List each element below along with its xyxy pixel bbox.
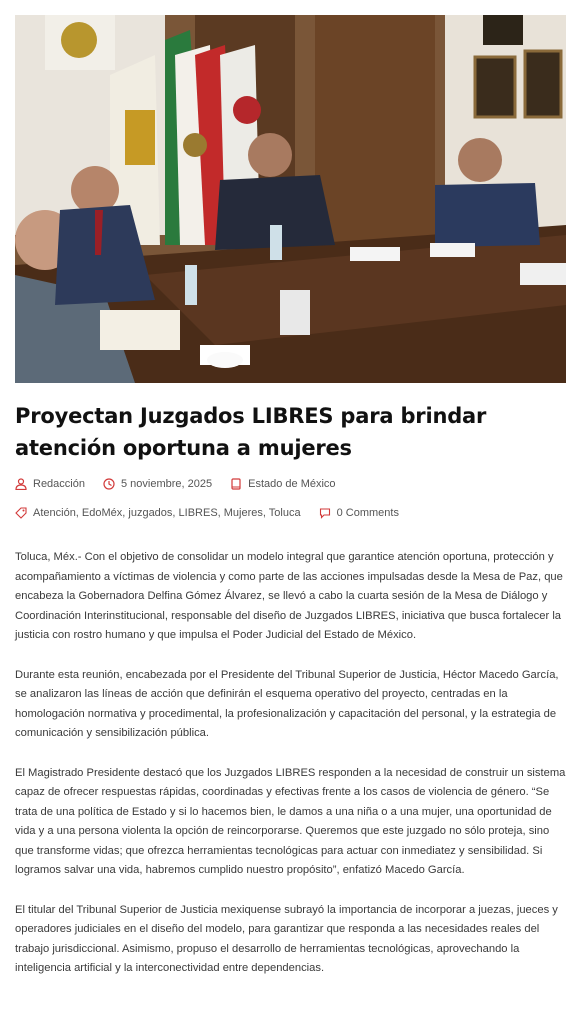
article-paragraph: Toluca, Méx.- Con el objetivo de consolidar un modelo integral que garantice atención oportuna, protección y acompañamiento a víctimas de violencia y como parte de las acciones impulsadas desde la Mesa de Paz, que encabeza la Gobernadora Delfina Gómez Álvarez, se llevó a cabo la cuarta sesión de la Mesa de Diálogo y Coordinación Interinstitucional, responsable del diseño de Juzgados LIBRES, iniciativa que busca fortalecer la justicia con rostro humano y que impulsa el Poder Judicial del Estado de México. <box>15 551 563 641</box>
article-paragraph: Durante esta reunión, encabezada por el Presidente del Tribunal Superior de Justicia, Héctor Macedo García, se analizaron las líneas de acción que definirán el esquema operativo del proyecto, centradas en la homologación normativa y procedimental, la profesionalización y capacitación del personal, y la estrategia de comunicación y sensibilización pública. <box>15 668 559 739</box>
author-meta[interactable] <box>15 478 85 490</box>
user-icon <box>15 478 27 490</box>
comment-icon <box>319 507 331 519</box>
article-paragraph: El titular del Tribunal Superior de Justicia mexiquense subrayó la importancia de incorporar a juezas, jueces y operadores judiciales en el diseño del modelo, para garantizar que responda a las necesidades reales del trabajo jurisdiccional. Asimismo, propuso el desarrollo de herramientas tecnológicas, aprovechando la inteligencia artificial y la interconectividad entre dependencias. <box>15 903 558 974</box>
comments-meta[interactable] <box>319 507 399 519</box>
article-tags-meta <box>15 507 417 519</box>
article-body <box>15 548 567 999</box>
article-paragraph: El Magistrado Presidente destacó que los Juzgados LIBRES responden a la necesidad de construir un sistema capaz de ofrecer respuestas rápidas, coordinadas y efectivas frente a los casos de violencia de género. “Se trata de una política de Estado y si lo hacemos bien, le damos a una niña o a una mujer, una oportunidad de vida y a una persona violenta la opción de reincorporarse. Queremos que este juzgado no sólo proteja, sino que transforme vidas; que ofrezca herramientas tecnológicas para actuar con inmediatez y sensibilidad. Si logramos salvar una vida, habremos cumplido nuestro propósito”, enfatizó Macedo García. <box>15 766 566 876</box>
article-featured-image <box>15 15 566 383</box>
category-link[interactable]: Estado de México <box>248 478 336 490</box>
post-date: 5 noviembre, 2025 <box>120 478 213 490</box>
tag-icon <box>15 507 27 519</box>
clock-icon <box>103 478 115 490</box>
date-meta <box>103 478 212 490</box>
author-link[interactable]: Redacción <box>33 478 85 490</box>
article-title: Proyectan Juzgados LIBRES para brindar atención oportuna a mujeres <box>15 404 487 460</box>
tags-links[interactable]: Atención, EdoMéx, juzgados, LIBRES, Mujeres, Toluca <box>33 507 301 519</box>
category-meta[interactable] <box>230 478 335 490</box>
tags-meta[interactable] <box>15 507 301 519</box>
comments-link[interactable]: 0 Comments <box>336 507 399 519</box>
article-meta <box>15 478 354 490</box>
book-icon <box>230 478 242 490</box>
